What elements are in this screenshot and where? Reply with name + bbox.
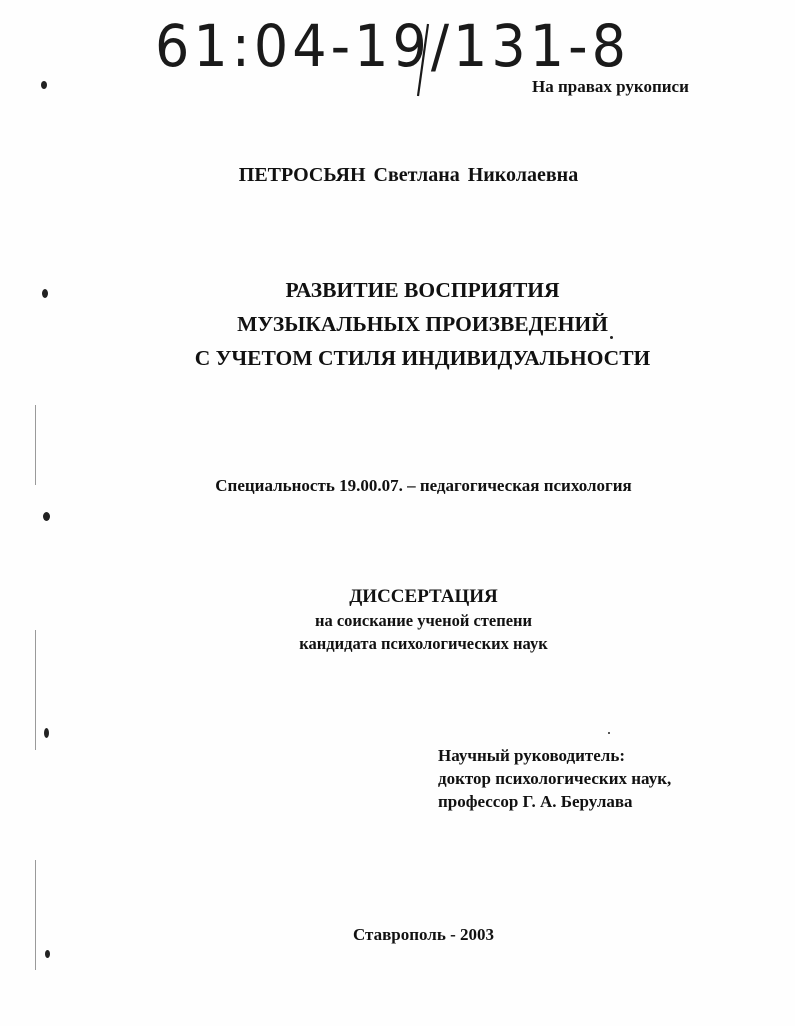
dissertation-heading: ДИССЕРТАЦИЯ [349,586,498,607]
scan-edge-line [35,405,36,485]
city-year: Ставрополь - 2003 [352,925,494,944]
scan-mark [41,81,47,89]
scan-mark [42,289,48,298]
title-line-3: С УЧЕТОМ СТИЛЯ ИНДИВИДУАЛЬНОСТИ [194,346,651,370]
scan-speck [608,732,610,734]
degree-line-1: на соискание ученой степени [314,611,533,630]
title-line-1: РАЗВИТИЕ ВОСПРИЯТИЯ [285,278,560,302]
scan-mark [44,728,49,738]
scan-mark [45,950,50,958]
scan-edge-line [35,860,36,970]
title-line-2: МУЗЫКАЛЬНЫХ ПРОИЗВЕДЕНИЙ [237,312,608,336]
scan-speck [610,336,613,339]
scan-mark [43,512,50,521]
archive-code: 61:04-19/131-8 [155,12,630,81]
scan-edge-line [35,630,36,750]
advisor-degree: доктор психологических наук, [438,769,672,788]
advisor-name: профессор Г. А. Берулава [438,792,633,811]
degree-line-2: кандидата психологических наук [299,634,548,653]
specialty-line: Специальность 19.00.07. – педагогическая психология [215,476,632,495]
author-name: ПЕТРОСЬЯН Светлана Николаевна [238,164,579,186]
advisor-label: Научный руководитель: [438,746,625,765]
rights-notice: На правах рукописи [532,77,689,96]
